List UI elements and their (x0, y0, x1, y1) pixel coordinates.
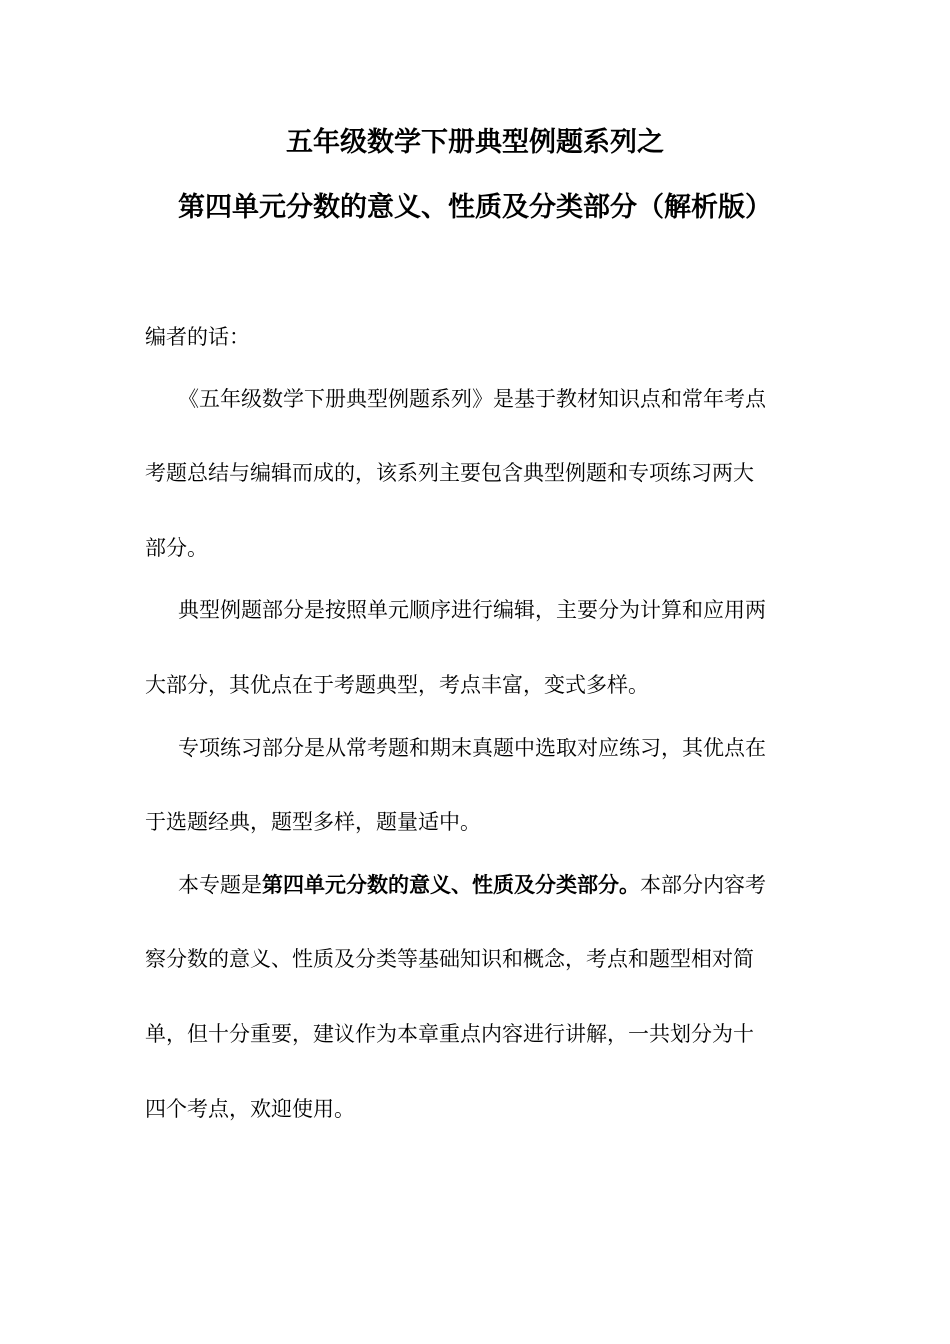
document-title-line-1: 五年级数学下册典型例题系列之 (286, 127, 664, 158)
paragraph-4-prefix: 本专题是 (178, 873, 262, 897)
paragraph-4-line-4: 四个考点，欢迎使用。 (145, 1097, 355, 1121)
paragraph-3-line-2: 于选题经典，题型多样，题量适中。 (145, 810, 481, 834)
document-title-line-2: 第四单元分数的意义、性质及分类部分（解析版） (178, 192, 772, 223)
paragraph-1-line-3: 部分。 (145, 536, 208, 560)
paragraph-3-line-1: 专项练习部分是从常考题和期末真题中选取对应练习，其优点在 (178, 736, 766, 760)
paragraph-4-line-2: 察分数的意义、性质及分类等基础知识和概念，考点和题型相对简 (145, 947, 754, 971)
paragraph-2-line-2: 大部分，其优点在于考题典型，考点丰富，变式多样。 (145, 673, 649, 697)
paragraph-4-suffix: 本部分内容考 (640, 873, 766, 897)
paragraph-4-line-1 (178, 871, 766, 899)
paragraph-4-line-3: 单，但十分重要，建议作为本章重点内容进行讲解，一共划分为十 (145, 1022, 754, 1046)
paragraph-2-line-1: 典型例题部分是按照单元顺序进行编辑，主要分为计算和应用两 (178, 598, 766, 622)
intro-label: 编者的话： (145, 325, 250, 349)
paragraph-4-bold-topic: 第四单元分数的意义、性质及分类部分。 (262, 873, 640, 897)
paragraph-1-line-1: 《五年级数学下册典型例题系列》是基于教材知识点和常年考点 (178, 387, 766, 411)
paragraph-1-line-2: 考题总结与编辑而成的，该系列主要包含典型例题和专项练习两大 (145, 461, 754, 485)
